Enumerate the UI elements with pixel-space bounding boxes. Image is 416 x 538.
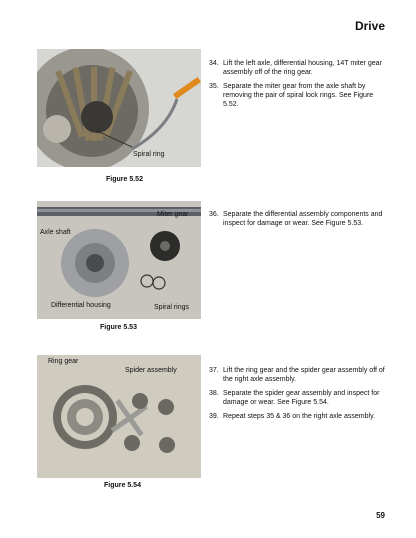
callout-axle-shaft: Axle shaft: [40, 229, 71, 236]
step-number: 35.: [209, 83, 219, 90]
step-item: [209, 412, 389, 421]
step-item: [209, 210, 389, 228]
step-text: Lift the left axle, differential housing, 14T miter gear assembly off of the ring gear.: [223, 60, 382, 76]
step-text: Separate the differential assembly components and inspect for damage or wear. See Figure 5.53.: [223, 211, 383, 227]
callout-spiral-rings: Spiral rings: [154, 304, 190, 311]
callout-spiral-ring: Spiral ring: [133, 151, 165, 158]
figure-5-52-photo: [37, 49, 201, 167]
figure-caption: Figure 5.54: [104, 482, 141, 489]
step-number: 34.: [209, 60, 219, 67]
step-item: [209, 366, 389, 384]
step-item: [209, 82, 389, 109]
step-item: [209, 59, 389, 77]
page-header-title: Drive: [354, 19, 385, 33]
step-number: 36.: [209, 211, 219, 218]
step-number: 38.: [209, 390, 219, 397]
figure-caption: Figure 5.52: [106, 176, 143, 183]
page-number: 59: [376, 511, 385, 520]
step-text: Separate the miter gear from the axle shaft by removing the pair of spiral lock rings. See Figure 5.52.: [223, 83, 374, 108]
callout-spider-assembly: Spider assembly: [125, 367, 177, 374]
steps-block: [209, 210, 389, 233]
figure-caption: Figure 5.53: [100, 324, 137, 331]
step-item: [209, 389, 389, 407]
step-number: 37.: [209, 367, 219, 374]
step-number: 39.: [209, 413, 219, 420]
step-text: Repeat steps 35 & 36 on the right axle assembly.: [223, 413, 376, 420]
callout-miter-gear: Miter gear: [157, 211, 189, 218]
callout-ring-gear: Ring gear: [48, 358, 79, 365]
step-text: Lift the ring gear and the spider gear assembly off of the right axle assembly.: [223, 367, 385, 383]
steps-block: [209, 366, 389, 426]
steps-block: [209, 59, 389, 114]
callout-differential-housing: Differential housing: [51, 302, 111, 309]
step-text: Separate the spider gear assembly and inspect for damage or wear. See Figure 5.54.: [223, 390, 380, 406]
